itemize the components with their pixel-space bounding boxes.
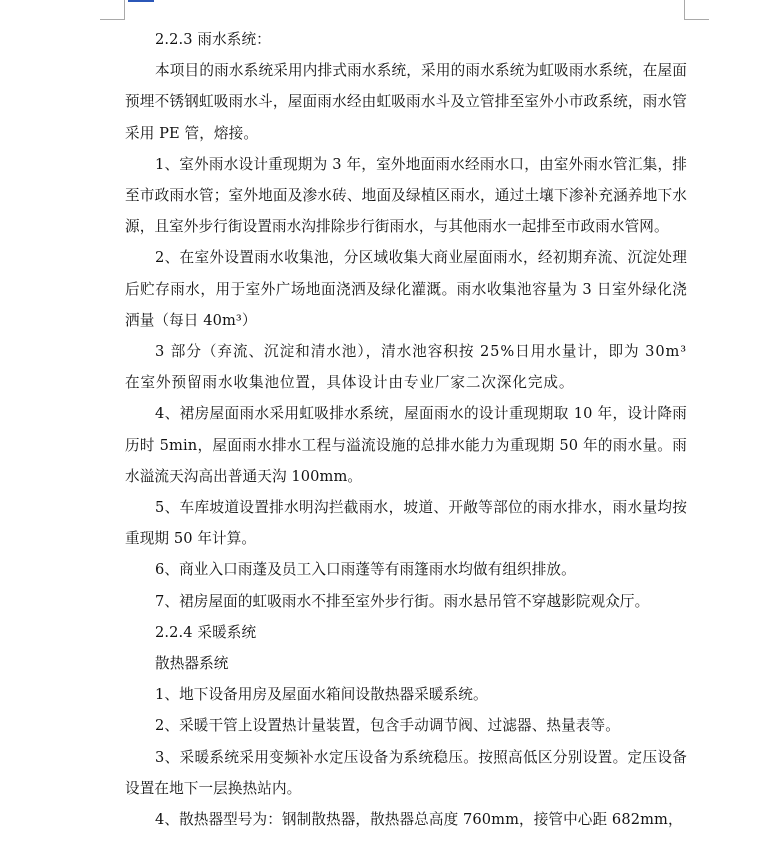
paragraph-item-6: 6、商业入口雨蓬及员工入口雨蓬等有雨篷雨水均做有组织排放。 bbox=[155, 561, 576, 579]
page-corner-mark bbox=[684, 19, 709, 20]
paragraph-item-5: 5、车库坡道设置排水明沟拦截雨水，坡道、开敞等部位的雨水排水，雨水量均按重现期 50 年计算。 bbox=[125, 499, 687, 548]
paragraph-item-3: 3 部分（弃流、沉淀和清水池），清水池容积按 25%日用水量计，即为 30m³在室外预留雨水收集池位置，具体设计由专业厂家二次深化完成。 bbox=[125, 343, 687, 392]
paragraph-heating-4: 4、散热器型号为：钢制散热器，散热器总高度 760mm，接管中心距 682mm， bbox=[155, 811, 683, 829]
subheading-radiator-system: 散热器系统 bbox=[155, 655, 229, 673]
page-corner-mark bbox=[684, 0, 685, 20]
page-corner-mark bbox=[100, 19, 125, 20]
paragraph-item-7: 7、裙房屋面的虹吸雨水不排至室外步行街。雨水悬吊管不穿越影院观众厅。 bbox=[155, 592, 650, 610]
paragraph-intro: 本项目的雨水系统采用内排式雨水系统，采用的雨水系统为虹吸雨水系统，在屋面预埋不锈钢虹吸雨水斗，屋面雨水经由虹吸雨水斗及立管排至室外小市政系统，雨水管采用 PE 管，熔接。 bbox=[125, 62, 687, 142]
page-corner-mark bbox=[124, 0, 125, 20]
selection-marker bbox=[128, 0, 154, 2]
paragraph-item-2: 2、在室外设置雨水收集池，分区域收集大商业屋面雨水，经初期弃流、沉淀处理后贮存雨水，用于室外广场地面浇洒及绿化灌溉。雨水收集池容量为 3 日室外绿化浇洒量（每日 40m³） bbox=[125, 249, 687, 329]
section-heading-rain-system: 2.2.3 雨水系统： bbox=[155, 31, 271, 48]
document-body[interactable] bbox=[125, 24, 687, 835]
paragraph-heating-3: 3、采暖系统采用变频补水定压设备为系统稳压。按照高低区分别设置。定压设备设置在地下一层换热站内。 bbox=[125, 748, 687, 797]
paragraph-heating-2: 2、采暖干管上设置热计量装置，包含手动调节阀、过滤器、热量表等。 bbox=[155, 717, 620, 735]
paragraph-heating-1: 1、地下设备用房及屋面水箱间设散热器采暖系统。 bbox=[155, 686, 488, 704]
section-heading-heating-system: 2.2.4 采暖系统 bbox=[155, 623, 257, 641]
paragraph-item-4: 4、裙房屋面雨水采用虹吸排水系统，屋面雨水的设计重现期取 10 年，设计降雨历时 5min，屋面雨水排水工程与溢流设施的总排水能力为重现期 50 年的雨水量。雨水溢流天沟高出普通天沟 100mm。 bbox=[125, 405, 687, 485]
paragraph-item-1: 1、室外雨水设计重现期为 3 年，室外地面雨水经雨水口，由室外雨水管汇集，排至市政雨水管；室外地面及渗水砖、地面及绿植区雨水，通过土壤下渗补充涵养地下水源，且室外步行街设置雨水沟排除步行街雨水，与其他雨水一起排至市政雨水管网。 bbox=[125, 155, 687, 236]
